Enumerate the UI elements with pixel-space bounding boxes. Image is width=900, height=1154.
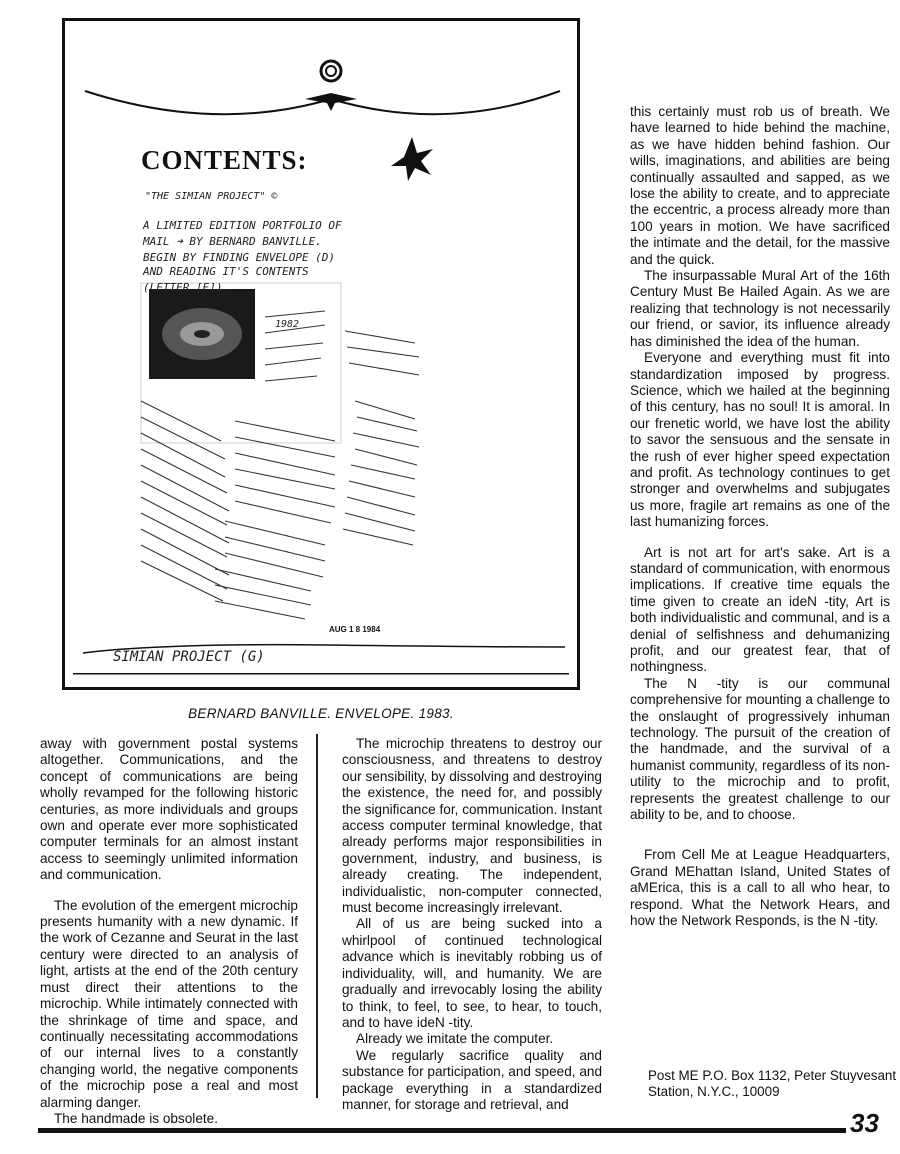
figure-caption: BERNARD BANVILLE. ENVELOPE. 1983. [188, 706, 454, 721]
project-label: "THE SIMIAN PROJECT" © [145, 191, 278, 202]
col3-paragraph-6: From Cell Me at League Headquarters, Grand MEhattan Island, United States of aMErica, this is a call to all who hear, to respond. What the Network Hears, and how the Network Responds, is the N -tity. [630, 847, 890, 929]
col3-paragraph-4: Art is not art for art's sake. Art is a standard of communication, with enormous implications. If creative time equals the time given to create an ideN -tity, Art is both individualistic and communal, and is a denial of selfishness and dehumanizing profit, and our greatest fear, that of nothingness. [630, 544, 890, 675]
portfolio-line-2: MAIL ➜ BY BERNARD BANVILLE. [143, 235, 322, 248]
postmark-date: AUG 1 8 1984 [329, 625, 381, 634]
portfolio-line-5: (LETTER [E]). [143, 281, 230, 294]
column-2 [342, 736, 602, 1113]
portfolio-line-3: BEGIN BY FINDING ENVELOPE (D) [143, 251, 336, 264]
col2-paragraph-2: All of us are being sucked into a whirlpool of continued technological advance which is inevitably robbing us of individuality, will, and humanity. We are gradually and irrevocably losing the ability to think, to feel, to see, to hear, to touch, and to have ideN -tity. [342, 916, 602, 1030]
portfolio-line-4: AND READING IT'S CONTENTS [143, 265, 309, 278]
envelope-illustration [65, 21, 577, 687]
col1-paragraph-1: away with government postal systems altogether. Communications, and the concept of communications are being wholly revamped for the following historic centuries, as more individuals and groups own and operate ever more sophisticated computer terminals for an almost instant access to seemingly unlimited information and communication. [40, 736, 298, 883]
col3-paragraph-2: The insurpassable Mural Art of the 16th Century Must Be Hailed Again. As we are realizing that technology is not necessarily our friend, or savior, its influence already has diminished the idea of the human. [630, 268, 890, 349]
col1-paragraph-2: The evolution of the emergent microchip presents humanity with a new dynamic. If the work of Cezanne and Seurat in the last century were directed to an analysis of light, artists at the end of the 20th century must direct their attentions to the microchip. While intimately connected with the shrinkage of time and space, and continually necessitating accommodations of our internal lives to a constantly changing world, the negative components of the microchip pose a real and most alarming danger. [40, 897, 298, 1110]
col3-paragraph-5: The N -tity is our communal comprehensive for mounting a challenge to the onslaught of progressively inhuman technology. The pursuit of the creation of the handmade, and the survival of a humanist community, regardless of its non-utility to the microchip and to profit, represents the greatest challenge to our ability to be, and to choose. [630, 675, 890, 823]
column-1 [40, 736, 298, 1127]
portfolio-line-1: A LIMITED EDITION PORTFOLIO OF [143, 219, 342, 232]
footer-rule [38, 1128, 846, 1133]
letter-year: 1982 [275, 319, 300, 330]
envelope-figure [62, 18, 580, 690]
bottom-label: SIMIAN PROJECT (G) [113, 649, 265, 665]
col1-paragraph-3: The handmade is obsolete. [54, 1110, 218, 1126]
col3-paragraph-1: this certainly must rob us of breath. We have learned to hide behind the machine, as we have hidden behind fashion. Our wills, imaginations, and abilities are being continually assaulted and sapped, as we lose the ability to create, and to appreciate the eccentric, a process already more than 100 years in motion. We have sacrificed the intimate and the detail, for the massive and the quick. [630, 104, 890, 267]
column-divider-1 [316, 734, 318, 1098]
col2-paragraph-3: Already we imitate the computer. [356, 1031, 554, 1047]
postal-address: Post ME P.O. Box 1132, Peter Stuyvesant Station, N.Y.C., 10009 [648, 1068, 897, 1099]
page-number: 33 [850, 1108, 879, 1138]
col2-paragraph-4: We regularly sacrifice quality and substance for participation, and speed, and package everything in a standardized manner, for storage and retrieval, and [342, 1047, 602, 1112]
col3-paragraph-3: Everyone and everything must fit into standardization imposed by progress. Science, which we hailed at the beginning of this century, has no soul! It is amoral. In our frenetic world, we have lost the ability to savor the sensuous and the sensate in the rush of ever higher speed expectation and profit. As technology continues to get stronger and overwhelms and subjugates us more, fragile art remains as one of the last humanizing forces. [630, 350, 890, 530]
col2-paragraph-1: The microchip threatens to destroy our consciousness, and threatens to destroy our sensibility, by dissolving and destroying the existence, the need for, and possibly the significance for, communication. Instant access computer terminal knowledge, that already performs major responsibilities in government, industry, and business, is already creating. The independent, individualistic, non-computer connected, must become increasingly irrelevant. [342, 736, 602, 916]
contents-title: CONTENTS: [141, 145, 308, 175]
column-3 [630, 104, 890, 930]
